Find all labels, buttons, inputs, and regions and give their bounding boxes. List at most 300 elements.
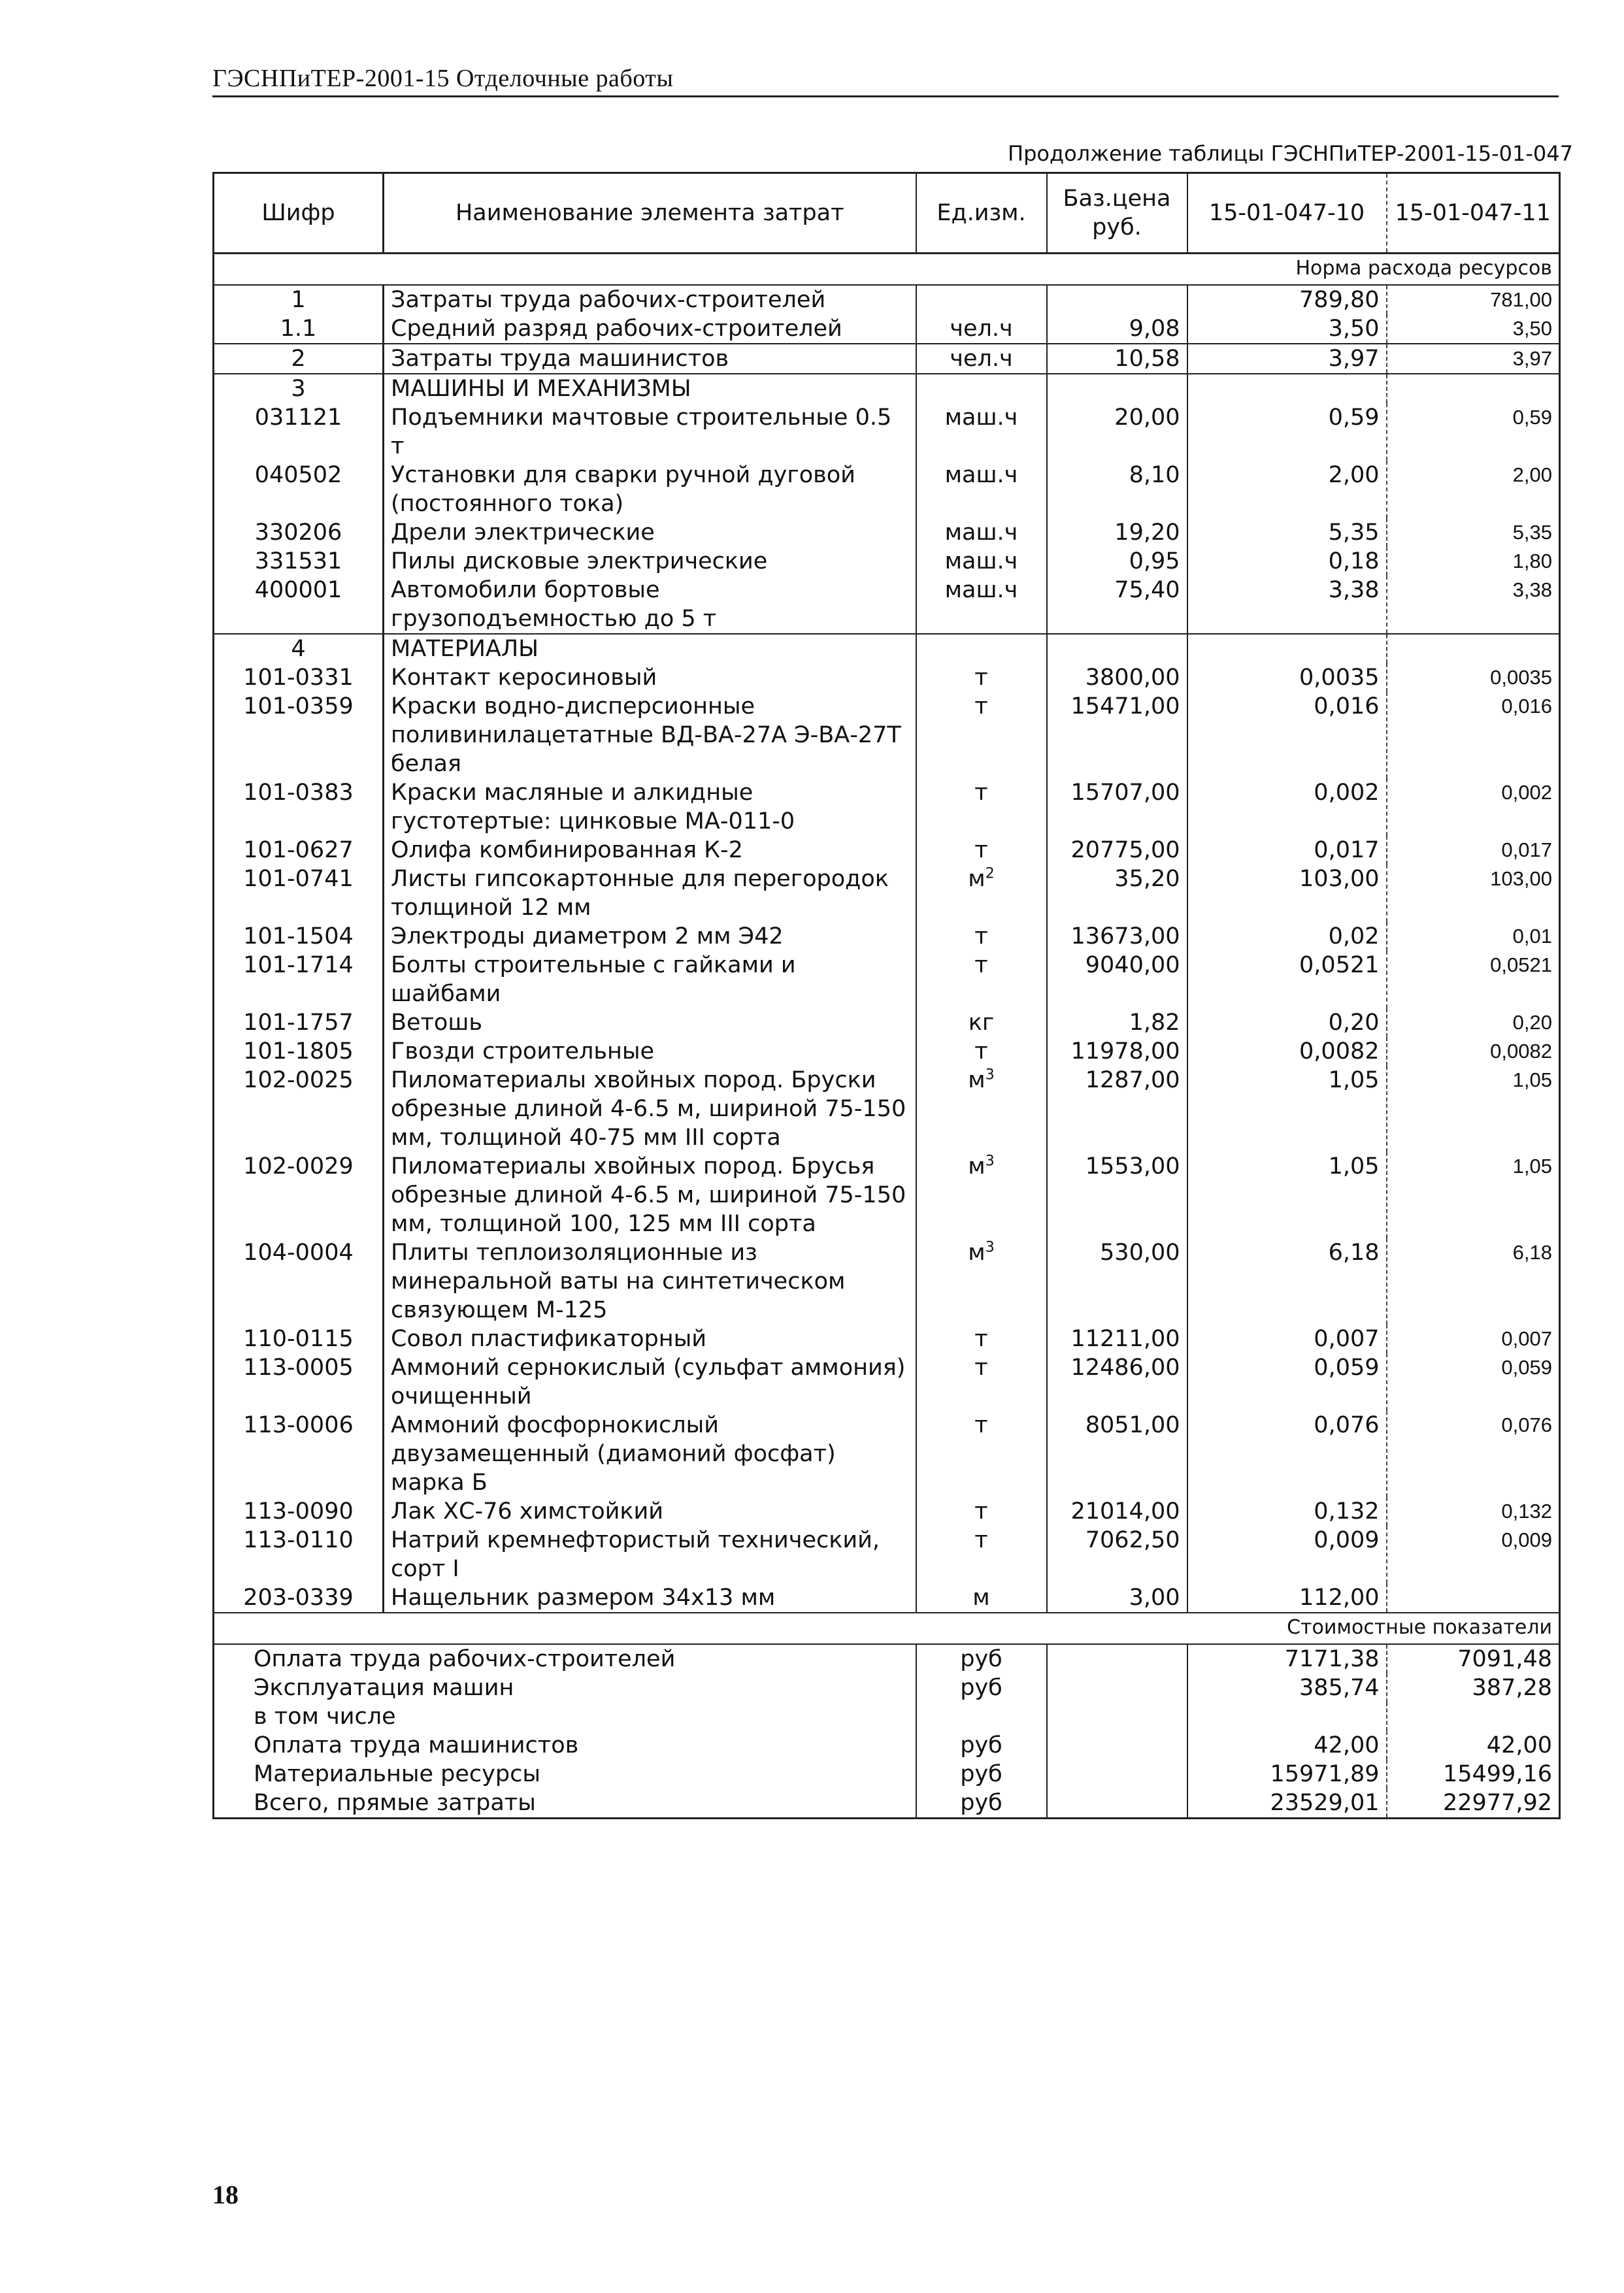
- row-norm-15-01-047-10-text: 6,18: [1328, 1240, 1380, 1266]
- cost-15-01-047-10: [1187, 1731, 1387, 1760]
- unit-exponent: 2: [985, 865, 995, 882]
- row-unit: [916, 374, 1047, 403]
- row-norm-15-01-047-11-text: 3,38: [1512, 578, 1552, 601]
- row-code-text: 113-0110: [243, 1527, 354, 1553]
- row-name-text: МАТЕРИАЛЫ: [391, 636, 539, 662]
- row-price-text: 11978,00: [1070, 1038, 1180, 1064]
- row-name-text: МАШИНЫ И МЕХАНИЗМЫ: [391, 376, 691, 402]
- table-row: [214, 344, 1560, 374]
- row-name: [384, 1526, 916, 1583]
- row-code: [214, 547, 384, 576]
- row-price-text: 530,00: [1100, 1240, 1180, 1266]
- row-name: [384, 836, 916, 865]
- unit-exponent: 3: [985, 1239, 995, 1256]
- row-code: [214, 403, 384, 461]
- row-unit-text: т: [974, 1412, 988, 1438]
- row-price-text: 13673,00: [1070, 923, 1180, 949]
- cost-name-text: в том числе: [254, 1704, 396, 1730]
- row-name-text: Автомобили бортовые грузоподъемностью до 5 т: [391, 577, 717, 632]
- cost-row: [214, 1644, 1560, 1674]
- cost-row: [214, 1731, 1560, 1760]
- cost-name-text: Оплата труда рабочих-строителей: [254, 1646, 676, 1672]
- row-unit: [916, 951, 1047, 1008]
- row-norm-15-01-047-10: [1187, 836, 1387, 865]
- cost-15-01-047-11: [1387, 1702, 1560, 1731]
- row-norm-15-01-047-11-text: 0,017: [1501, 838, 1552, 861]
- row-code-text: 113-0006: [243, 1412, 354, 1438]
- row-name: [384, 344, 916, 374]
- row-norm-15-01-047-11-text: 0,01: [1512, 925, 1552, 948]
- row-norm-15-01-047-11-text: 0,0521: [1490, 953, 1552, 976]
- row-name: [384, 1325, 916, 1353]
- row-code-text: 101-0383: [243, 780, 354, 806]
- row-code: [214, 1411, 384, 1497]
- row-norm-15-01-047-10-text: 0,59: [1328, 404, 1380, 431]
- row-name-text: Листы гипсокартонные для перегородок толщиной 12 мм: [391, 866, 889, 921]
- header-col-15-01-047-10: 15-01-047-10: [1187, 173, 1387, 254]
- row-norm-15-01-047-11: [1387, 547, 1560, 576]
- row-norm-15-01-047-10: [1187, 314, 1387, 344]
- row-norm-15-01-047-11-text: 103,00: [1490, 867, 1552, 890]
- row-norm-15-01-047-11-text: 0,002: [1501, 781, 1552, 804]
- row-name: [384, 865, 916, 922]
- row-price-text: 0,95: [1129, 548, 1180, 574]
- row-price-text: 3,00: [1129, 1585, 1180, 1611]
- row-norm-15-01-047-11: [1387, 865, 1560, 922]
- row-price: [1047, 1411, 1187, 1497]
- row-norm-15-01-047-11-text: 0,007: [1501, 1327, 1552, 1350]
- row-norm-15-01-047-11-text: 1,05: [1512, 1068, 1552, 1091]
- row-name: [384, 1066, 916, 1152]
- row-price-text: 9,08: [1129, 316, 1180, 342]
- row-norm-15-01-047-11: [1387, 1583, 1560, 1613]
- row-name: [384, 1238, 916, 1325]
- row-norm-15-01-047-10: [1187, 1497, 1387, 1526]
- row-unit: [916, 1066, 1047, 1152]
- row-norm-15-01-047-10-text: 789,80: [1299, 287, 1380, 313]
- cost-price: [1047, 1731, 1187, 1760]
- row-price: [1047, 922, 1187, 951]
- row-code-text: 102-0025: [243, 1067, 354, 1093]
- row-unit-text: м: [968, 866, 986, 892]
- row-price-text: 1,82: [1129, 1010, 1180, 1036]
- row-code-text: 101-1805: [243, 1038, 354, 1064]
- table-row: [214, 1152, 1560, 1238]
- row-name-text: Олифа комбинированная К-2: [391, 837, 743, 863]
- row-norm-15-01-047-11-text: 1,05: [1512, 1155, 1552, 1178]
- row-norm-15-01-047-10: [1187, 1066, 1387, 1152]
- cost-15-01-047-10-text: 42,00: [1314, 1732, 1380, 1758]
- row-code: [214, 576, 384, 634]
- row-unit: [916, 1238, 1047, 1325]
- row-code: [214, 663, 384, 692]
- row-norm-15-01-047-11: [1387, 374, 1560, 403]
- row-norm-15-01-047-10-text: 0,02: [1328, 923, 1380, 949]
- row-norm-15-01-047-11-text: 0,0082: [1490, 1040, 1552, 1063]
- row-norm-15-01-047-11: [1387, 951, 1560, 1008]
- row-code-text: 101-1757: [243, 1010, 354, 1036]
- row-unit-text: кг: [968, 1010, 995, 1036]
- row-unit-text: м: [968, 1153, 986, 1179]
- row-unit-text: чел.ч: [950, 346, 1013, 372]
- header-price: Баз.цена руб.: [1047, 173, 1187, 254]
- row-code-text: 330206: [254, 520, 342, 546]
- cost-unit-text: руб: [960, 1646, 1003, 1672]
- row-price-text: 35,20: [1114, 866, 1180, 892]
- row-norm-15-01-047-11-text: 0,009: [1501, 1528, 1552, 1551]
- cost-unit-text: руб: [960, 1790, 1003, 1816]
- row-unit: [916, 634, 1047, 663]
- row-price: [1047, 1325, 1187, 1353]
- row-unit: [916, 865, 1047, 922]
- row-norm-15-01-047-11-text: 781,00: [1490, 288, 1552, 311]
- row-code: [214, 518, 384, 547]
- row-name-text: Аммоний фосфорнокислый двузамещенный (диамоний фосфат) марка Б: [391, 1412, 836, 1496]
- row-norm-15-01-047-11: [1387, 576, 1560, 634]
- table-row: [214, 1238, 1560, 1325]
- row-name: [384, 1583, 916, 1613]
- row-code: [214, 374, 384, 403]
- row-name-text: Натрий кремнефтористый технический, сорт I: [391, 1527, 880, 1582]
- row-unit-text: т: [974, 837, 988, 863]
- cost-unit: [916, 1674, 1047, 1702]
- row-code-text: 4: [291, 636, 306, 662]
- row-norm-15-01-047-11: [1387, 1411, 1560, 1497]
- row-price: [1047, 285, 1187, 314]
- row-norm-15-01-047-10-text: 0,002: [1314, 780, 1380, 806]
- row-unit-text: т: [974, 693, 988, 719]
- row-price: [1047, 403, 1187, 461]
- table-row: [214, 461, 1560, 518]
- row-price: [1047, 518, 1187, 547]
- row-norm-15-01-047-10: [1187, 461, 1387, 518]
- row-norm-15-01-047-11: [1387, 1066, 1560, 1152]
- cost-name: [214, 1760, 916, 1789]
- row-norm-15-01-047-11: [1387, 344, 1560, 374]
- cost-name: [214, 1674, 916, 1702]
- row-norm-15-01-047-11: [1387, 836, 1560, 865]
- row-norm-15-01-047-10: [1187, 1238, 1387, 1325]
- page-number: 18: [212, 2180, 239, 2209]
- row-unit: [916, 1497, 1047, 1526]
- row-unit-text: м: [968, 1240, 986, 1266]
- row-price: [1047, 1008, 1187, 1037]
- row-unit: [916, 1353, 1047, 1411]
- row-unit-text: т: [974, 1498, 988, 1525]
- cost-caption-row: [214, 1613, 1560, 1644]
- row-norm-15-01-047-10-text: 0,132: [1314, 1498, 1380, 1525]
- row-name: [384, 922, 916, 951]
- row-code: [214, 1526, 384, 1583]
- row-name: [384, 778, 916, 836]
- cost-15-01-047-10-text: 385,74: [1299, 1675, 1380, 1701]
- table-row: [214, 314, 1560, 344]
- row-norm-15-01-047-10: [1187, 518, 1387, 547]
- row-price-text: 20,00: [1114, 404, 1180, 431]
- table-row: [214, 1411, 1560, 1497]
- row-price: [1047, 1066, 1187, 1152]
- row-name: [384, 634, 916, 663]
- row-norm-15-01-047-11: [1387, 1353, 1560, 1411]
- row-code-text: 113-0090: [243, 1498, 354, 1525]
- header-col-15-01-047-11: 15-01-047-11: [1387, 173, 1560, 254]
- cost-price: [1047, 1702, 1187, 1731]
- row-unit: [916, 1152, 1047, 1238]
- row-code: [214, 344, 384, 374]
- row-norm-15-01-047-11-text: 2,00: [1512, 463, 1552, 486]
- row-name-text: Плиты теплоизоляционные из минеральной ваты на синтетическом связующем М-125: [391, 1240, 846, 1323]
- cost-15-01-047-10: [1187, 1702, 1387, 1731]
- row-name: [384, 1411, 916, 1497]
- row-norm-15-01-047-11-text: 0,20: [1512, 1011, 1552, 1034]
- unit-exponent: 3: [985, 1153, 995, 1170]
- cost-row: [214, 1789, 1560, 1819]
- row-norm-15-01-047-11: [1387, 1325, 1560, 1353]
- row-code: [214, 1583, 384, 1613]
- row-code-text: 3: [291, 376, 306, 402]
- cost-row: [214, 1760, 1560, 1789]
- row-price: [1047, 576, 1187, 634]
- cost-15-01-047-10-text: 15971,89: [1270, 1761, 1380, 1787]
- row-code-text: 101-1714: [243, 952, 354, 978]
- row-norm-15-01-047-10: [1187, 1325, 1387, 1353]
- table-row: [214, 663, 1560, 692]
- row-price: [1047, 865, 1187, 922]
- row-code-text: 101-0359: [243, 693, 354, 719]
- row-norm-15-01-047-10-text: 0,017: [1314, 837, 1380, 863]
- row-price: [1047, 951, 1187, 1008]
- row-unit: [916, 314, 1047, 344]
- row-unit: [916, 1008, 1047, 1037]
- row-norm-15-01-047-10-text: 0,076: [1314, 1412, 1380, 1438]
- row-name-text: Затраты труда машинистов: [391, 346, 729, 372]
- row-code-text: 2: [291, 346, 306, 372]
- row-price-text: 9040,00: [1085, 952, 1180, 978]
- row-code: [214, 1497, 384, 1526]
- row-price-text: 15707,00: [1070, 780, 1180, 806]
- row-unit: [916, 836, 1047, 865]
- row-norm-15-01-047-11: [1387, 1497, 1560, 1526]
- row-norm-15-01-047-10: [1187, 1152, 1387, 1238]
- row-norm-15-01-047-11-text: 0,016: [1501, 695, 1552, 718]
- row-norm-15-01-047-10: [1187, 403, 1387, 461]
- row-unit: [916, 547, 1047, 576]
- row-unit: [916, 1037, 1047, 1066]
- row-code: [214, 1353, 384, 1411]
- row-unit: [916, 461, 1047, 518]
- row-norm-15-01-047-10: [1187, 344, 1387, 374]
- cost-caption: Стоимостные показатели: [214, 1613, 1560, 1644]
- cost-name-text: Эксплуатация машин: [254, 1675, 514, 1701]
- cost-unit: [916, 1644, 1047, 1674]
- row-price-text: 7062,50: [1085, 1527, 1180, 1553]
- row-norm-15-01-047-10: [1187, 547, 1387, 576]
- row-norm-15-01-047-11-text: 0,076: [1501, 1413, 1552, 1436]
- row-price: [1047, 692, 1187, 778]
- row-code-text: 101-0627: [243, 837, 354, 863]
- row-name-text: Затраты труда рабочих-строителей: [391, 287, 826, 313]
- row-name-text: Гвозди строительные: [391, 1038, 655, 1064]
- row-norm-15-01-047-10: [1187, 1411, 1387, 1497]
- row-price-text: 11211,00: [1070, 1326, 1180, 1352]
- row-norm-15-01-047-10-text: 1,05: [1328, 1153, 1380, 1179]
- row-unit: [916, 1526, 1047, 1583]
- table-row: [214, 1066, 1560, 1152]
- row-norm-15-01-047-11: [1387, 1238, 1560, 1325]
- cost-unit: [916, 1789, 1047, 1819]
- row-price-text: 75,40: [1114, 577, 1180, 603]
- header-name: Наименование элемента затрат: [384, 173, 916, 254]
- row-name-text: Краски масляные и алкидные густотертые: цинковые МА-011-0: [391, 780, 795, 834]
- row-norm-15-01-047-10-text: 0,18: [1328, 548, 1380, 574]
- table-row: [214, 518, 1560, 547]
- row-price: [1047, 1526, 1187, 1583]
- table-row: [214, 778, 1560, 836]
- row-code: [214, 1238, 384, 1325]
- table-row: [214, 1037, 1560, 1066]
- row-unit-text: чел.ч: [950, 316, 1013, 342]
- row-code: [214, 922, 384, 951]
- row-unit-text: т: [974, 665, 988, 691]
- row-name-text: Установки для сварки ручной дуговой (постоянного тока): [391, 462, 855, 517]
- cost-15-01-047-11-text: 15499,16: [1442, 1761, 1552, 1787]
- row-name-text: Дрели электрические: [391, 520, 655, 546]
- row-name: [384, 547, 916, 576]
- row-unit-text: маш.ч: [944, 577, 1018, 603]
- row-code-text: 101-1504: [243, 923, 354, 949]
- cost-name: [214, 1702, 916, 1731]
- row-price: [1047, 461, 1187, 518]
- row-norm-15-01-047-11: [1387, 1152, 1560, 1238]
- row-unit: [916, 922, 1047, 951]
- table-row: [214, 865, 1560, 922]
- row-norm-15-01-047-10-text: 0,009: [1314, 1527, 1380, 1553]
- row-norm-15-01-047-10: [1187, 1353, 1387, 1411]
- row-norm-15-01-047-11-text: 1,80: [1512, 550, 1552, 572]
- row-code-text: 101-0331: [243, 665, 354, 691]
- row-code: [214, 1037, 384, 1066]
- table-row: [214, 951, 1560, 1008]
- table-row: [214, 922, 1560, 951]
- row-name-text: Подъемники мачтовые строительные 0.5 т: [391, 404, 892, 459]
- cost-unit-text: руб: [960, 1761, 1003, 1787]
- row-norm-15-01-047-11: [1387, 461, 1560, 518]
- cost-15-01-047-10: [1187, 1760, 1387, 1789]
- cost-row: [214, 1702, 1560, 1731]
- row-name: [384, 461, 916, 518]
- cost-unit-text: руб: [960, 1675, 1003, 1701]
- row-norm-15-01-047-10: [1187, 692, 1387, 778]
- row-name-text: Контакт керосиновый: [391, 665, 657, 691]
- row-norm-15-01-047-10-text: 0,0035: [1299, 665, 1380, 691]
- row-price: [1047, 374, 1187, 403]
- row-name-text: Электроды диаметром 2 мм Э42: [391, 923, 784, 949]
- cost-15-01-047-10: [1187, 1789, 1387, 1819]
- row-norm-15-01-047-11: [1387, 634, 1560, 663]
- row-code: [214, 1066, 384, 1152]
- row-unit: [916, 1411, 1047, 1497]
- row-norm-15-01-047-10-text: 3,50: [1328, 316, 1380, 342]
- row-price: [1047, 1497, 1187, 1526]
- row-norm-15-01-047-11-text: 0,132: [1501, 1500, 1552, 1523]
- cost-15-01-047-11-text: 387,28: [1472, 1675, 1552, 1701]
- cost-price: [1047, 1644, 1187, 1674]
- table-row: [214, 1497, 1560, 1526]
- table-row: [214, 836, 1560, 865]
- row-norm-15-01-047-10: [1187, 951, 1387, 1008]
- row-unit: [916, 518, 1047, 547]
- row-name: [384, 314, 916, 344]
- row-norm-15-01-047-11-text: 0,59: [1512, 406, 1552, 429]
- row-name: [384, 1008, 916, 1037]
- row-unit: [916, 576, 1047, 634]
- row-code-text: 400001: [254, 577, 342, 603]
- header-unit: Ед.изм.: [916, 173, 1047, 254]
- row-code-text: 040502: [254, 462, 342, 488]
- row-name-text: Нащельник размером 34х13 мм: [391, 1585, 776, 1611]
- row-price: [1047, 1152, 1187, 1238]
- norm-caption-row: [214, 254, 1560, 286]
- row-norm-15-01-047-10-text: 103,00: [1299, 866, 1380, 892]
- table-row: [214, 1583, 1560, 1613]
- row-name-text: Совол пластификаторный: [391, 1326, 707, 1352]
- row-unit-text: т: [974, 1527, 988, 1553]
- row-price: [1047, 1037, 1187, 1066]
- cost-name: [214, 1789, 916, 1819]
- row-norm-15-01-047-10: [1187, 865, 1387, 922]
- cost-name-text: Оплата труда машинистов: [254, 1732, 579, 1758]
- header-code: Шифр: [214, 173, 384, 254]
- cost-15-01-047-11-text: 7091,48: [1457, 1646, 1552, 1672]
- cost-unit: [916, 1702, 1047, 1731]
- norm-caption: Норма расхода ресурсов: [214, 254, 1560, 286]
- cost-unit-text: руб: [960, 1732, 1003, 1758]
- row-code-text: 331531: [254, 548, 342, 574]
- row-unit-text: т: [974, 952, 988, 978]
- row-code: [214, 1152, 384, 1238]
- row-unit: [916, 1583, 1047, 1613]
- row-unit-text: маш.ч: [944, 548, 1018, 574]
- row-name: [384, 518, 916, 547]
- row-price: [1047, 634, 1187, 663]
- row-unit-text: т: [974, 1038, 988, 1064]
- cost-unit: [916, 1760, 1047, 1789]
- cost-name-text: Всего, прямые затраты: [254, 1790, 536, 1816]
- row-price-text: 1287,00: [1085, 1067, 1180, 1093]
- cost-15-01-047-10-text: 7171,38: [1284, 1646, 1380, 1672]
- row-norm-15-01-047-10-text: 0,20: [1328, 1010, 1380, 1036]
- row-norm-15-01-047-10-text: 3,97: [1328, 346, 1380, 372]
- cost-15-01-047-10: [1187, 1644, 1387, 1674]
- row-code: [214, 285, 384, 314]
- row-norm-15-01-047-10-text: 112,00: [1299, 1585, 1380, 1611]
- row-norm-15-01-047-11: [1387, 285, 1560, 314]
- row-name-text: Средний разряд рабочих-строителей: [391, 316, 842, 342]
- row-code-text: 101-0741: [243, 866, 354, 892]
- row-norm-15-01-047-11-text: 6,18: [1512, 1241, 1552, 1264]
- cost-15-01-047-10-text: 23529,01: [1270, 1790, 1380, 1816]
- cost-15-01-047-11: [1387, 1644, 1560, 1674]
- row-norm-15-01-047-11: [1387, 778, 1560, 836]
- row-code-text: 031121: [254, 404, 342, 431]
- row-price-text: 3800,00: [1085, 665, 1180, 691]
- table-row: [214, 692, 1560, 778]
- row-name-text: Краски водно-дисперсионные поливинилацетатные ВД-ВА-27А Э-ВА-27Т белая: [391, 693, 901, 777]
- row-norm-15-01-047-10: [1187, 1037, 1387, 1066]
- row-norm-15-01-047-11-text: 0,059: [1501, 1356, 1552, 1379]
- row-price: [1047, 836, 1187, 865]
- row-price: [1047, 1353, 1187, 1411]
